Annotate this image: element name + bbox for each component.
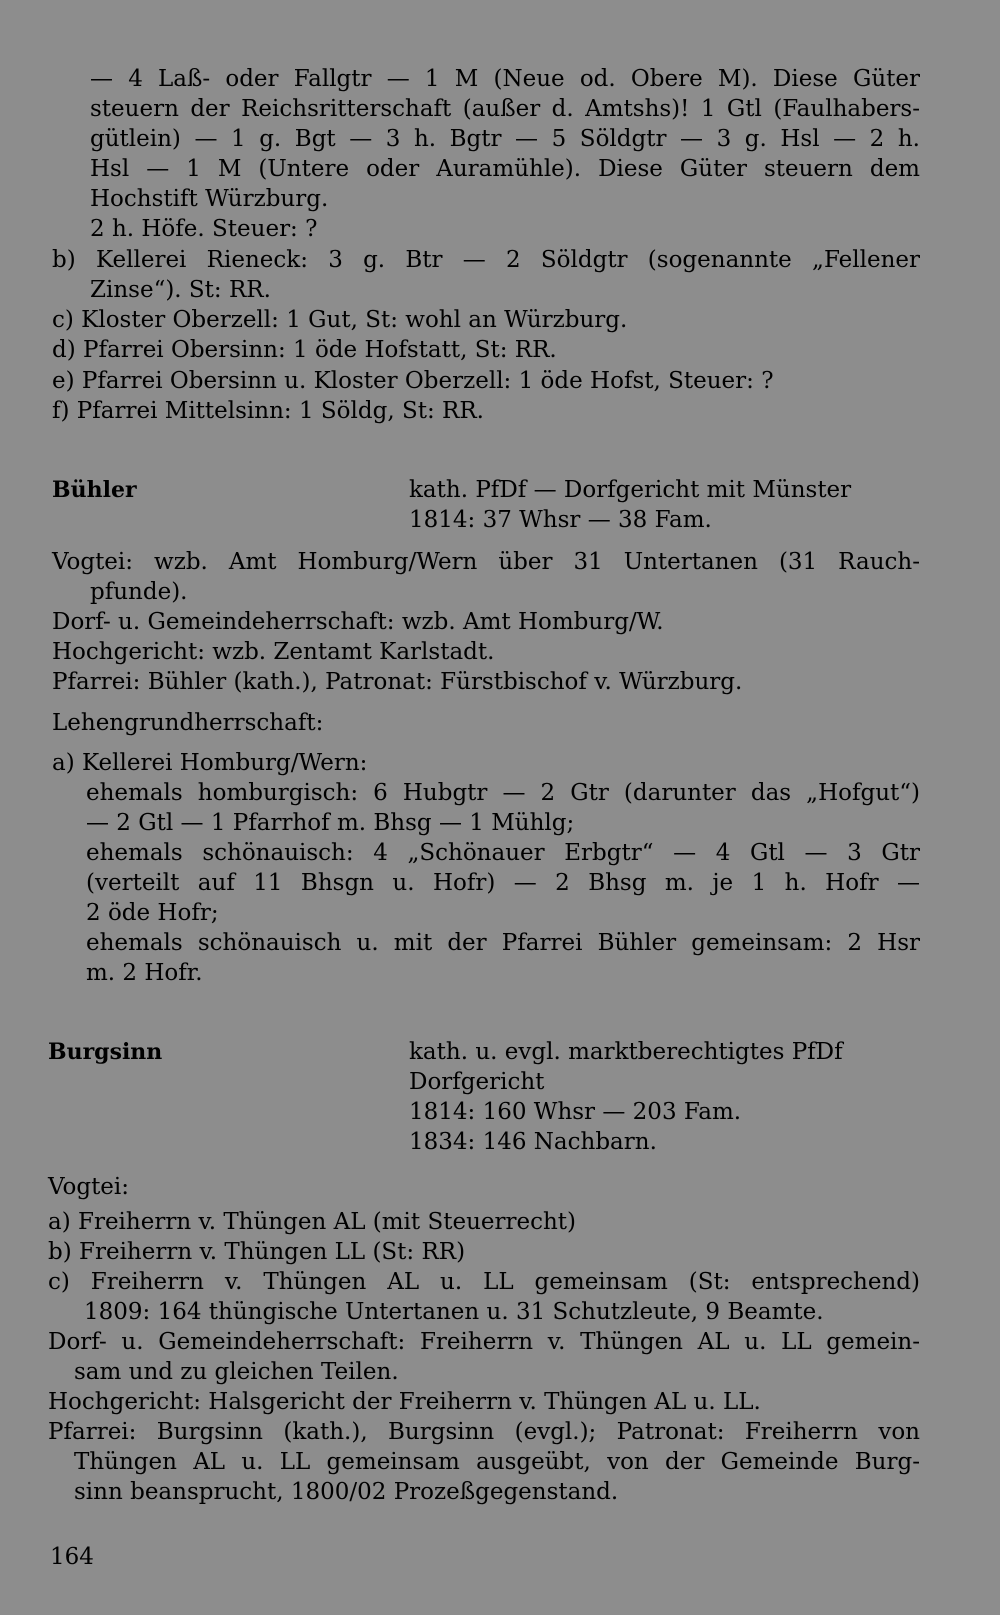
- list-item: e) Pfarrei Obersinn u. Kloster Oberzell: 1 öde Hofst, Steuer: ?: [52, 368, 774, 394]
- text-line: gütlein) — 1 g. Bgt — 3 h. Bgtr — 5 Söldgtr — 3 g. Hsl — 2 h.: [90, 126, 920, 152]
- text-line: — 4 Laß- oder Fallgtr — 1 M (Neue od. Obere M). Diese Güter: [90, 66, 920, 92]
- text-line: — 2 Gtl — 1 Pfarrhof m. Bhsg — 1 Mühlg;: [86, 810, 575, 836]
- list-item: f) Pfarrei Mittelsinn: 1 Söldg, St: RR.: [52, 398, 484, 424]
- entry-heading: Bühler: [52, 477, 137, 503]
- text-line: Vogtei: wzb. Amt Homburg/Wern über 31 Untertanen (31 Rauch-: [52, 549, 920, 575]
- text-line: sinn beansprucht, 1800/02 Prozeßgegenstand.: [74, 1479, 619, 1505]
- text-line: Hochgericht: wzb. Zentamt Karlstadt.: [52, 639, 495, 665]
- entry-info: kath. PfDf — Dorfgericht mit Münster: [409, 477, 852, 503]
- text-line: ehemals homburgisch: 6 Hubgtr — 2 Gtr (darunter das „Hofgut“): [86, 780, 920, 806]
- text-line: Vogtei:: [48, 1174, 130, 1200]
- text-line: Zinse“). St: RR.: [90, 277, 271, 303]
- text-line: m. 2 Hofr.: [86, 960, 203, 986]
- text-line: pfunde).: [90, 579, 188, 605]
- text-line: Lehengrundherrschaft:: [52, 710, 324, 736]
- list-item: b) Kellerei Rieneck: 3 g. Btr — 2 Söldgtr (sogenannte „Fellener: [52, 247, 920, 273]
- entry-info: Dorfgericht: [409, 1069, 545, 1095]
- entry-info: 1834: 146 Nachbarn.: [409, 1129, 657, 1155]
- text-line: Thüngen AL u. LL gemeinsam ausgeübt, von der Gemeinde Burg-: [74, 1449, 920, 1475]
- text-line: Dorf- u. Gemeindeherrschaft: Freiherrn v. Thüngen AL u. LL gemein-: [48, 1329, 920, 1355]
- entry-info: 1814: 37 Whsr — 38 Fam.: [409, 507, 712, 533]
- list-item: b) Freiherrn v. Thüngen LL (St: RR): [48, 1239, 466, 1265]
- text-line: ehemals schönauisch u. mit der Pfarrei Bühler gemeinsam: 2 Hsr: [86, 930, 920, 956]
- text-line: 2 öde Hofr;: [86, 900, 219, 926]
- text-line: Pfarrei: Burgsinn (kath.), Burgsinn (evgl.); Patronat: Freiherrn von: [48, 1419, 920, 1445]
- text-line: ehemals schönauisch: 4 „Schönauer Erbgtr“ — 4 Gtl — 3 Gtr: [86, 840, 920, 866]
- list-item: a) Kellerei Homburg/Wern:: [52, 750, 368, 776]
- text-line: Dorf- u. Gemeindeherrschaft: wzb. Amt Homburg/W.: [52, 609, 664, 635]
- list-item: c) Kloster Oberzell: 1 Gut, St: wohl an Würzburg.: [52, 307, 628, 333]
- entry-heading: Burgsinn: [48, 1039, 163, 1065]
- text-line: 1809: 164 thüngische Untertanen u. 31 Schutzleute, 9 Beamte.: [84, 1299, 824, 1325]
- text-line: sam und zu gleichen Teilen.: [74, 1359, 399, 1385]
- text-line: Hochgericht: Halsgericht der Freiherrn v. Thüngen AL u. LL.: [48, 1389, 761, 1415]
- page-number: 164: [50, 1544, 94, 1570]
- list-item: c) Freiherrn v. Thüngen AL u. LL gemeinsam (St: entsprechend): [48, 1269, 920, 1295]
- text-line: Hochstift Würzburg.: [90, 186, 329, 212]
- text-line: steuern der Reichsritterschaft (außer d. Amtshs)! 1 Gtl (Faulhabers-: [90, 96, 920, 122]
- list-item: a) Freiherrn v. Thüngen AL (mit Steuerrecht): [48, 1209, 577, 1235]
- list-item: d) Pfarrei Obersinn: 1 öde Hofstatt, St: RR.: [52, 337, 557, 363]
- entry-info: 1814: 160 Whsr — 203 Fam.: [409, 1099, 742, 1125]
- text-line: 2 h. Höfe. Steuer: ?: [90, 216, 318, 242]
- text-line: Hsl — 1 M (Untere oder Auramühle). Diese Güter steuern dem: [90, 156, 920, 182]
- text-line: (verteilt auf 11 Bhsgn u. Hofr) — 2 Bhsg m. je 1 h. Hofr —: [86, 870, 920, 896]
- entry-info: kath. u. evgl. marktberechtigtes PfDf: [409, 1039, 843, 1065]
- text-line: Pfarrei: Bühler (kath.), Patronat: Fürstbischof v. Würzburg.: [52, 669, 743, 695]
